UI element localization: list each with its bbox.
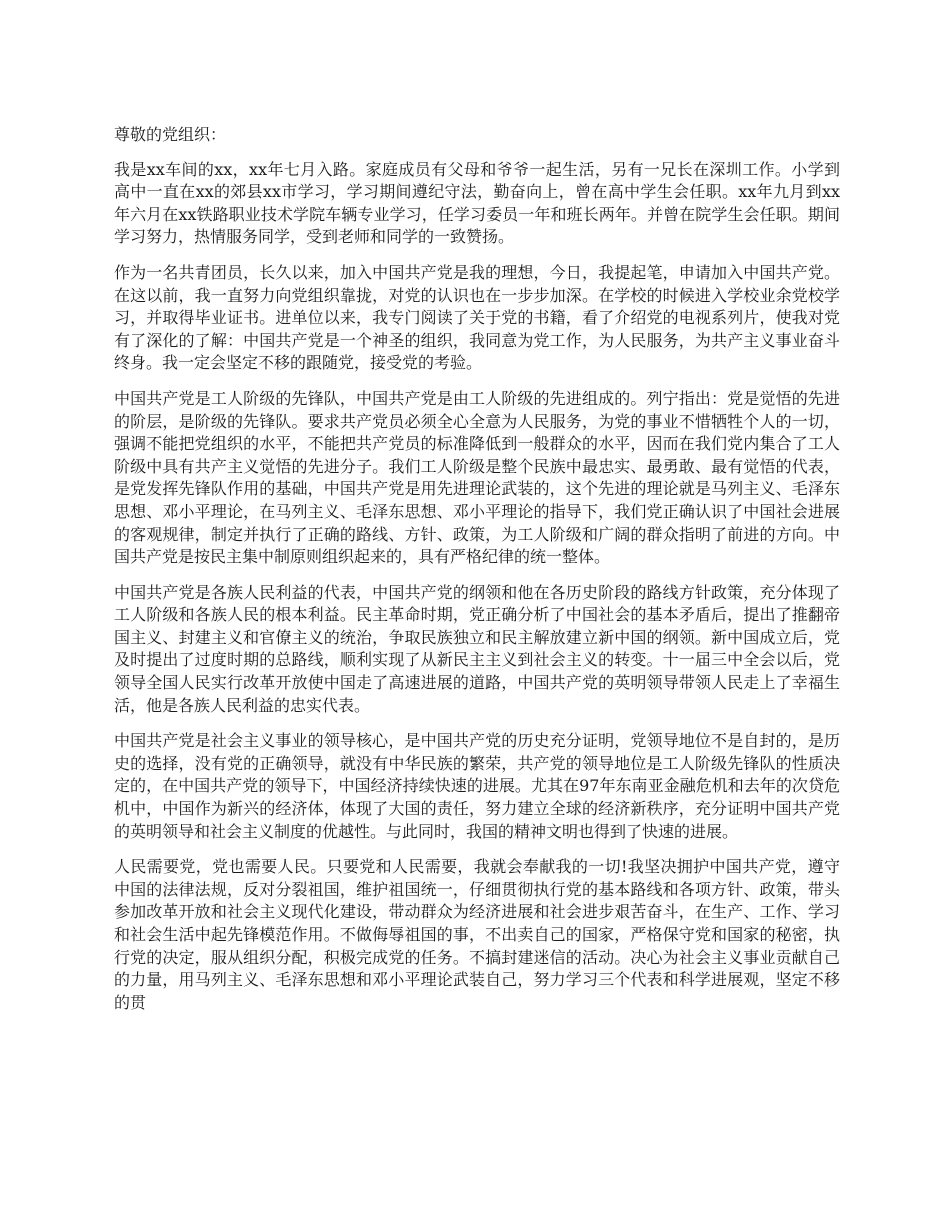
document-page <box>114 124 840 1027</box>
paragraph-1: 我是xx车间的xx，xx年七月入路。家庭成员有父母和爷爷一起生活，另有一兄长在深圳工作。小学到高中一直在xx的郊县xx市学习，学习期间遵纪守法，勤奋向上，曾在高中学生会任职。xx年九月到xx年六月在xx铁路职业技术学院车辆专业学习，任学习委员一年和班长两年。并曾在院学生会任职。期间学习努力，热情服务同学，受到老师和同学的一致赞扬。 <box>114 159 840 247</box>
paragraph-2: 作为一名共青团员，长久以来，加入中国共产党是我的理想，今日，我提起笔，申请加入中国共产党。在这以前，我一直努力向党组织靠拢，对党的认识也在一步步加深。在学校的时候进入学校业余党校学习，并取得毕业证书。进单位以来，我专门阅读了关于党的书籍，看了介绍党的电视系列片，使我对党有了深化的了解：中国共产党是一个神圣的组织，我同意为党工作，为人民服务，为共产主义事业奋斗终身。我一定会坚定不移的跟随党，接受党的考验。 <box>114 262 840 373</box>
paragraph-4: 中国共产党是各族人民利益的代表，中国共产党的纲领和他在各历史阶段的路线方针政策，充分体现了工人阶级和各族人民的根本利益。民主革命时期，党正确分析了中国社会的基本矛盾后，提出了推翻帝国主义、封建主义和官僚主义的统治，争取民族独立和民主解放建立新中国的纲领。新中国成立后，党及时提出了过度时期的总路线，顺利实现了从新民主主义到社会主义的转变。十一届三中全会以后，党领导全国人民实行改革开放使中国走了高速进展的道路，中国共产党的英明领导带领人民走上了幸福生活，他是各族人民利益的忠实代表。 <box>114 582 840 715</box>
paragraph-6: 人民需要党，党也需要人民。只要党和人民需要，我就会奉献我的一切!我坚决拥护中国共产党，遵守中国的法律法规，反对分裂祖国，维护祖国统一，仔细贯彻执行党的基本路线和各项方针、政策，带头参加改革开放和社会主义现代化建设，带动群众为经济进展和社会进步艰苦奋斗，在生产、工作、学习和社会生活中起先锋模范作用。不做侮辱祖国的事，不出卖自己的国家，严格保守党和国家的秘密，执行党的决定，服从组织分配，积极完成党的任务。不搞封建迷信的活动。决心为社会主义事业贡献自己的力量，用马列主义、毛泽东思想和邓小平理论武装自己，努力学习三个代表和科学进展观，坚定不移的贯 <box>114 857 840 1012</box>
paragraph-3: 中国共产党是工人阶级的先锋队，中国共产党是由工人阶级的先进组成的。列宁指出：党是觉悟的先进的阶层，是阶级的先锋队。要求共产党员必须全心全意为人民服务，为党的事业不惜牺牲个人的一切，强调不能把党组织的水平，不能把共产党员的标准降低到一般群众的水平，因而在我们党内集合了工人阶级中具有共产主义觉悟的先进分子。我们工人阶级是整个民族中最忠实、最勇敢、最有觉悟的代表，是党发挥先锋队作用的基础，中国共产党是用先进理论武装的，这个先进的理论就是马列主义、毛泽东思想、邓小平理论，在马列主义、毛泽东思想、邓小平理论的指导下，我们党正确认识了中国社会进展的客观规律，制定并执行了正确的路线、方针、政策，为工人阶级和广阔的群众指明了前进的方向。中国共产党是按民主集中制原则组织起来的，具有严格纪律的统一整体。 <box>114 388 840 567</box>
salutation: 尊敬的党组织： <box>114 125 227 144</box>
paragraph-5: 中国共产党是社会主义事业的领导核心，是中国共产党的历史充分证明，党领导地位不是自封的，是历史的选择，没有党的正确领导，就没有中华民族的繁荣，共产党的领导地位是工人阶级先锋队的性质决定的，在中国共产党的领导下，中国经济持续快速的进展。尤其在97年东南亚金融危机和去年的次贷危机中，中国作为新兴的经济体，体现了大国的责任，努力建立全球的经济新秩序，充分证明中国共产党的英明领导和社会主义制度的优越性。与此同时，我国的精神文明也得到了快速的进展。 <box>114 731 840 841</box>
